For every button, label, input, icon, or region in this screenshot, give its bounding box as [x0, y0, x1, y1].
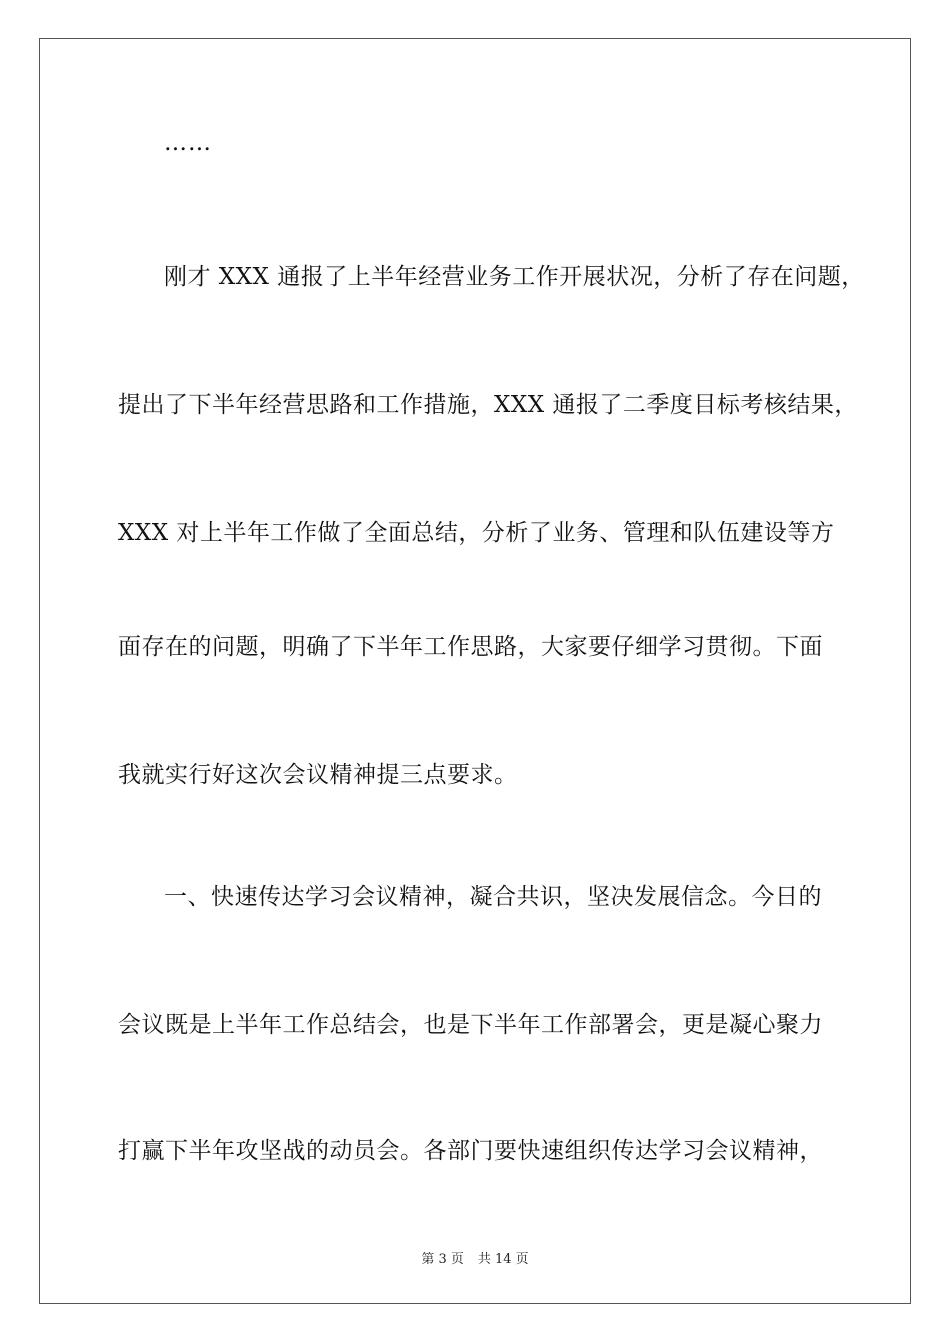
- paragraph-line: 刚才 XXX 通报了上半年经营业务工作开展状况，分析了存在问题，: [164, 264, 865, 290]
- total-pages: 共 14 页: [477, 1252, 529, 1267]
- page-frame: [39, 38, 911, 1304]
- page-footer: [0, 1248, 950, 1267]
- page-number: 第 3 页: [421, 1252, 464, 1267]
- paragraph-line: XXX 对上半年工作做了全面总结，分析了业务、管理和队伍建设等方: [118, 520, 835, 546]
- paragraph-line: 一、快速传达学习会议精神，凝合共识，坚决发展信念。今日的: [164, 884, 822, 910]
- paragraph-line: 我就实行好这次会议精神提三点要求。: [118, 762, 518, 788]
- ellipsis-text: ……: [164, 130, 212, 156]
- paragraph-line: 打赢下半年攻坚战的动员会。各部门要快速组织传达学习会议精神，: [118, 1138, 823, 1164]
- paragraph-line: 会议既是上半年工作总结会，也是下半年工作部署会，更是凝心聚力: [118, 1012, 823, 1038]
- paragraph-line: 提出了下半年经营思路和工作措施，XXX 通报了二季度目标考核结果，: [118, 392, 858, 418]
- paragraph-line: 面存在的问题，明确了下半年工作思路，大家要仔细学习贯彻。下面: [118, 634, 823, 660]
